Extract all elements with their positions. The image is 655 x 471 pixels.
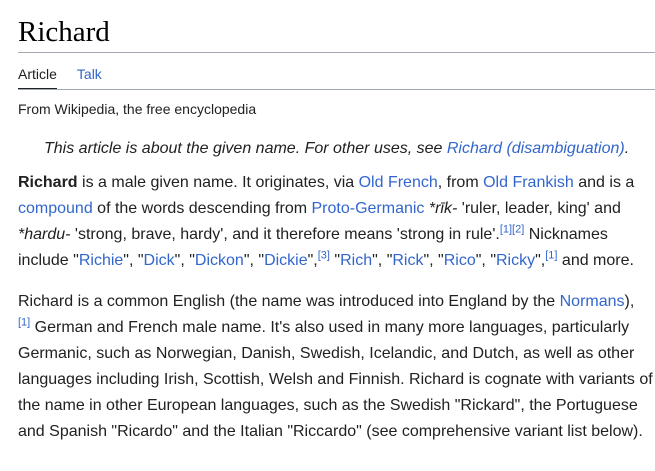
text-run: " (329, 252, 341, 269)
root-rik: *rīk- (428, 200, 458, 217)
text-run: ", (307, 252, 318, 269)
link-normans[interactable]: Normans (559, 293, 625, 310)
tab-article[interactable]: Article (18, 64, 57, 90)
text-run: ", " (372, 252, 393, 269)
hatnote-text: This article is about the given name. For other uses, see (44, 140, 447, 157)
text-run: German and French male name. It's also used in many more languages, particularly Germanic, such as Norwegian, Danish, Swedish, Icelandic, and Dutch, as well as other languages including Irish, Scottish, Welsh and Finnish. Richard is cognate with variants of the name in other European languages, such as the Swedish "Rickard", the Portuguese and Spanish "Ricardo" and the Italian "Riccardo" (see comprehensive variant list below). (18, 319, 653, 440)
text-run: ", " (243, 252, 265, 269)
site-tagline: From Wikipedia, the free encyclopedia (18, 101, 257, 117)
text-run: Nicknames include " (18, 226, 608, 269)
citation-1[interactable]: [1] (545, 249, 558, 262)
title-divider (18, 52, 655, 53)
text-run: and is a (573, 174, 635, 191)
link-dick[interactable]: Dick (143, 252, 175, 269)
text-run: ", (535, 252, 546, 269)
text-run: of the words descending from (92, 200, 312, 217)
text-run: Richard is a common English (the name was introduced into England by the (18, 293, 560, 310)
link-ricky[interactable]: Ricky (496, 252, 536, 269)
link-rico[interactable]: Rico (443, 252, 476, 269)
article-subject: Richard (18, 174, 78, 191)
text-run: and more. (557, 252, 634, 269)
tab-talk[interactable]: Talk (76, 66, 102, 82)
link-rich[interactable]: Rich (340, 252, 373, 269)
link-dickie[interactable]: Dickie (264, 252, 308, 269)
hatnote-end: . (624, 140, 630, 157)
page-tabs (18, 64, 102, 90)
text-run: ), (624, 293, 635, 310)
text-run: ", " (123, 252, 144, 269)
link-rick[interactable]: Rick (392, 252, 424, 269)
text-run: ", " (423, 252, 444, 269)
citation-2[interactable]: [2] (512, 223, 525, 236)
text-run: ", " (174, 252, 195, 269)
text-run: , from (437, 174, 484, 191)
body-paragraph (18, 289, 655, 445)
text-run: 'strong, brave, hardy', and it therefore means 'strong in rule'. (70, 226, 500, 243)
disambiguation-link[interactable]: Richard (disambiguation) (446, 140, 625, 157)
link-compound[interactable]: compound (18, 200, 93, 217)
citation-1[interactable]: [1] (499, 223, 513, 236)
link-old-frankish[interactable]: Old Frankish (483, 174, 574, 191)
link-proto-germanic[interactable]: Proto-Germanic (311, 200, 425, 217)
text-run: ", " (475, 252, 496, 269)
citation-3[interactable]: [3] (317, 249, 330, 262)
text-run: 'ruler, leader, king' and (457, 200, 621, 217)
link-dickon[interactable]: Dickon (194, 252, 244, 269)
link-old-french[interactable]: Old French (358, 174, 438, 191)
tabs-divider (18, 89, 655, 90)
citation-1[interactable]: [1] (18, 316, 31, 329)
hatnote (44, 138, 629, 160)
link-richie[interactable]: Richie (78, 252, 124, 269)
text-run: is a male given name. It originates, via (77, 174, 359, 191)
root-hardu: *hardu- (18, 226, 71, 243)
page-title: Richard (18, 16, 110, 48)
intro-paragraph (18, 170, 655, 274)
